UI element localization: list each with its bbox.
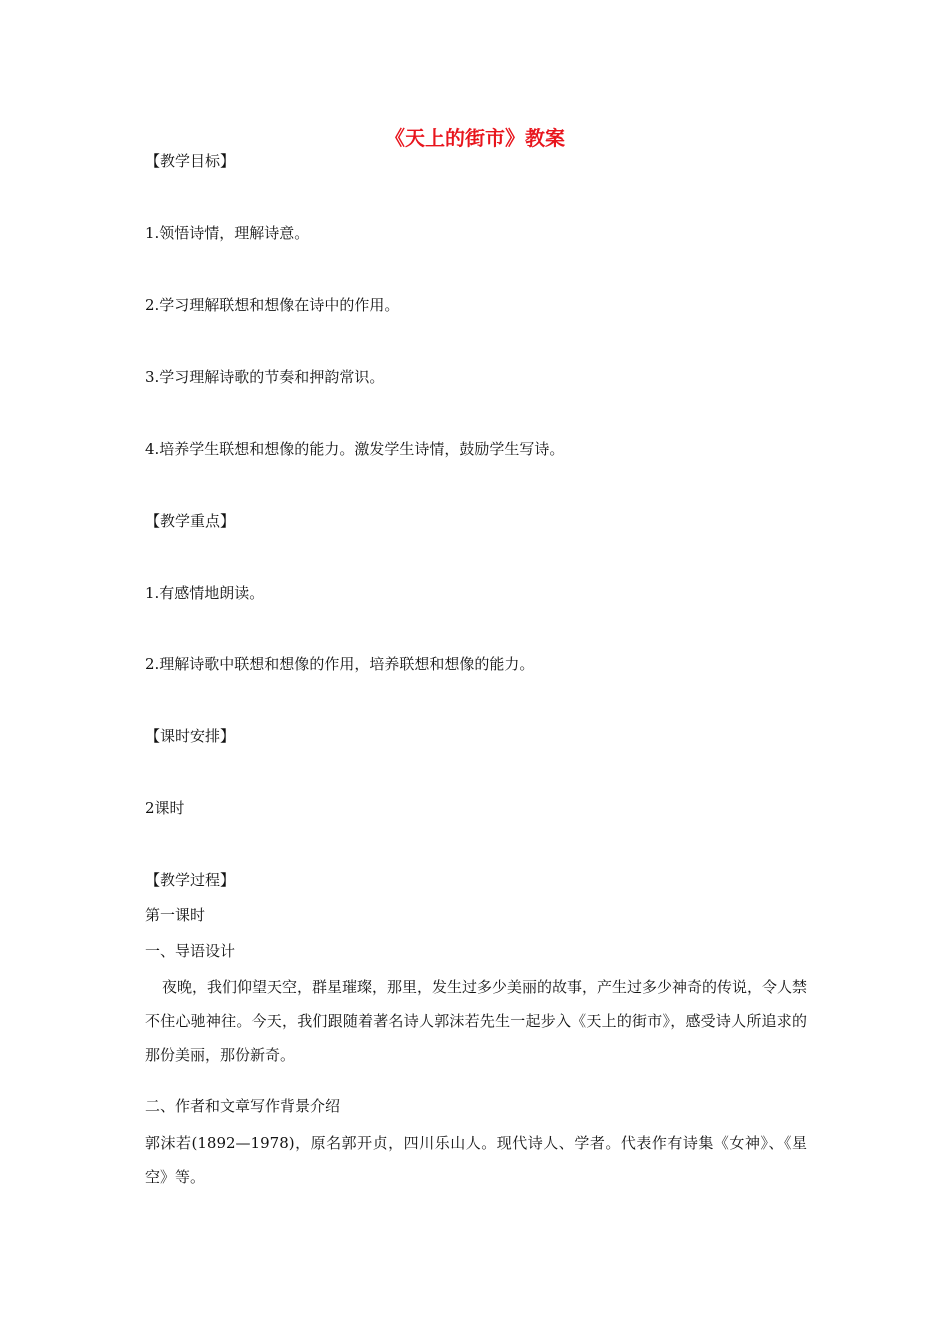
goal-item-3: 3.学习理解诗歌的节奏和押韵常识。 bbox=[145, 368, 385, 386]
step-one-paragraph: 夜晚，我们仰望天空，群星璀璨，那里，发生过多少美丽的故事，产生过多少神奇的传说，令人禁不住心驰神往。今天，我们跟随着著名诗人郭沫若先生一起步入《天上的街市》，感受诗人所追求的那份美丽，那份新奇。 bbox=[145, 978, 808, 1064]
step-two-heading: 二、作者和文章写作背景介绍 bbox=[145, 1097, 341, 1115]
step-two-paragraph: 郭沫若(1892—1978)，原名郭开贞，四川乐山人。现代诗人、学者。代表作有诗集《女神》、《星空》等。 bbox=[145, 1134, 807, 1186]
step-one-heading: 一、导语设计 bbox=[145, 942, 236, 960]
focus-item-1: 1.有感情地朗读。 bbox=[145, 584, 265, 602]
process-heading: 【教学过程】 bbox=[145, 871, 236, 889]
focus-heading: 【教学重点】 bbox=[145, 512, 236, 530]
schedule-heading: 【课时安排】 bbox=[145, 727, 236, 745]
goals-heading: 【教学目标】 bbox=[145, 152, 236, 170]
goal-item-2: 2.学习理解联想和想像在诗中的作用。 bbox=[145, 296, 400, 314]
lesson-one-label: 第一课时 bbox=[145, 906, 206, 924]
goal-item-4: 4.培养学生联想和想像的能力。激发学生诗情，鼓励学生写诗。 bbox=[145, 440, 565, 458]
schedule-text: 2课时 bbox=[145, 799, 185, 817]
goal-item-1: 1.领悟诗情，理解诗意。 bbox=[145, 224, 310, 242]
document-title: 《天上的街市》教案 bbox=[385, 126, 565, 150]
focus-item-2: 2.理解诗歌中联想和想像的作用，培养联想和想像的能力。 bbox=[145, 655, 535, 673]
